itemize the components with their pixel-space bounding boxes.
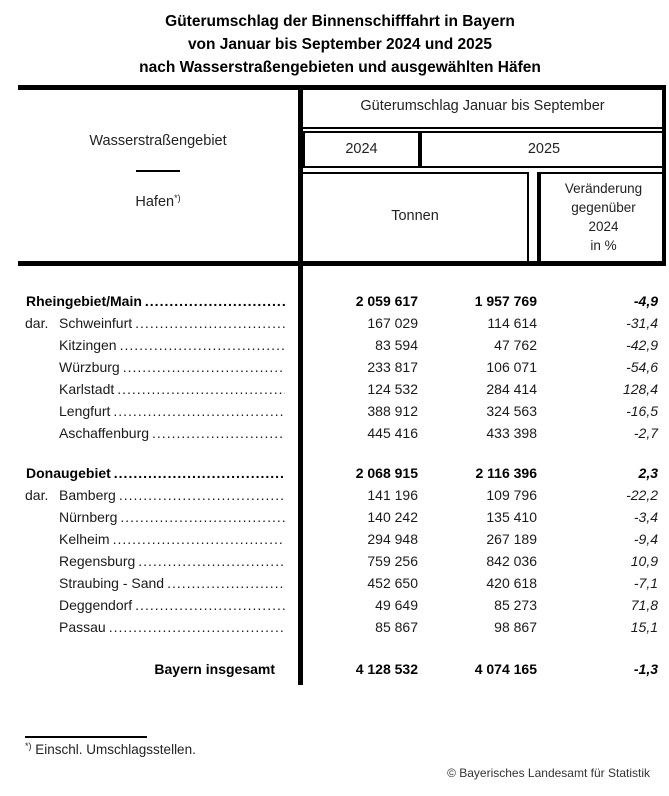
value-2025: 433 398 [486,425,537,441]
header-waterway-area: Wasserstraßengebiet [89,133,227,149]
dot-leader [110,400,285,422]
table-row-total [18,658,666,680]
dot-leader [142,290,285,312]
value-2024: 49 649 [375,597,418,613]
value-2025: 85 273 [494,597,537,613]
header-port-label: Hafen [135,194,175,210]
table-header-bottom-rule [18,261,666,266]
value-2025: 106 071 [486,359,537,375]
row-prefix [18,616,59,638]
table-row-straubing-sand [18,572,666,594]
dot-leader [132,312,285,334]
row-label: Regensburg [59,553,136,569]
row-prefix [18,400,59,422]
value-2025: 4 074 165 [474,661,537,677]
value-2025: 114 614 [487,315,537,331]
value-2024: 85 867 [375,619,418,635]
value-change: -42,9 [626,337,658,353]
value-2024: 2 068 915 [355,465,418,481]
value-2024: 388 912 [367,403,418,419]
value-change: -4,9 [633,293,658,309]
value-change: 10,9 [630,553,658,569]
table-row-aschaffenburg [18,422,666,444]
value-change: 2,3 [638,465,658,481]
value-2025: 135 410 [486,509,537,525]
row-label: Bayern insgesamt [154,661,275,677]
table-row-wuerzburg [18,356,666,378]
row-label: Aschaffenburg [59,425,150,441]
row-label: Würzburg [59,359,120,375]
copyright-notice: © Bayerisches Landesamt für Statistik [447,766,650,780]
row-prefix [18,550,59,572]
table-row-passau [18,616,666,638]
header-span-bottom-rule [303,127,662,129]
value-2025: 47 762 [494,337,537,353]
section-gap [18,638,666,658]
dot-leader [106,616,285,638]
section-gap [18,444,666,462]
row-label: Nürnberg [59,509,118,525]
dot-leader [117,506,285,528]
row-label: Donaugebiet [26,465,111,481]
dot-leader [111,462,285,484]
table-row-bamberg [18,484,666,506]
row-prefix [18,378,59,400]
value-2024: 124 532 [367,381,418,397]
row-label: Kelheim [59,531,110,547]
value-2024: 83 594 [375,337,418,353]
row-prefix [18,356,59,378]
value-2024: 140 242 [367,509,418,525]
dot-leader [116,484,285,506]
change-line-4: in % [590,238,617,253]
value-2024: 452 650 [367,575,418,591]
footnote-marker-ref: *) [174,193,181,203]
value-2025: 842 036 [486,553,537,569]
row-label: Karlstadt [59,381,115,397]
table-row-karlstadt [18,378,666,400]
value-2024: 233 817 [367,359,418,375]
row-label: Bamberg [59,487,116,503]
row-label: Lengfurt [59,403,111,419]
value-2025: 1 957 769 [474,293,537,309]
value-change: -16,5 [626,403,658,419]
row-prefix [18,528,59,550]
change-line-2: gegenüber [571,200,636,215]
row-prefix [18,572,59,594]
table-row-schweinfurt [18,312,666,334]
table-row-deggendorf [18,594,666,616]
value-change: -7,1 [633,575,658,591]
value-2024: 759 256 [367,553,418,569]
table-row-donaugebiet [18,462,666,484]
dot-leader [117,334,285,356]
header-span-title: Güterumschlag Januar bis September [360,98,605,114]
value-2024: 445 416 [367,425,418,441]
change-line-3: 2024 [588,219,619,234]
table-row-lengfurt [18,400,666,422]
table-body [18,290,666,680]
value-2025: 324 563 [486,403,537,419]
value-change: 128,4 [622,381,658,397]
value-2024: 4 128 532 [355,661,418,677]
row-label: Schweinfurt [59,315,133,331]
footnote [25,742,196,757]
value-change: -31,4 [626,315,658,331]
dot-leader [110,528,285,550]
row-label: Kitzingen [59,337,117,353]
value-change: -22,2 [626,487,658,503]
left-header-divider-rule [136,170,180,172]
value-change: -3,4 [633,509,658,525]
dot-leader [149,422,285,444]
change-line-1: Veränderung [564,181,643,196]
value-2025: 267 189 [486,531,537,547]
value-2025: 2 116 396 [475,465,537,481]
footnote-rule [25,736,147,738]
value-2025: 284 414 [486,381,537,397]
value-change: -54,6 [626,359,658,375]
table-top-rule [18,85,666,90]
row-prefix [18,422,59,444]
footnote-marker: *) [25,741,32,751]
row-prefix: dar. [25,315,49,331]
value-2025: 109 796 [486,487,537,503]
table-row-regensburg [18,550,666,572]
header-year-2025: 2025 [420,131,666,168]
value-2024: 2 059 617 [355,293,418,309]
value-change: -2,7 [633,425,658,441]
row-label: Rheingebiet/Main [26,293,142,309]
value-2024: 141 196 [367,487,418,503]
header-change-label [537,172,666,261]
footnote-text: Einschl. Umschlagsstellen. [35,742,196,757]
dot-leader [120,356,285,378]
row-prefix [18,506,59,528]
value-change: 15,1 [630,619,658,635]
value-change: -9,4 [633,531,658,547]
table-row-kelheim [18,528,666,550]
title-line-1: Güterumschlag der Binnenschifffahrt in Bayern [165,13,515,30]
value-change: 71,8 [630,597,658,613]
dot-leader [114,378,285,400]
value-2025: 98 867 [494,619,537,635]
value-2024: 167 029 [367,315,418,331]
row-prefix: dar. [25,487,49,503]
table-row-nuernberg [18,506,666,528]
table-row-kitzingen [18,334,666,356]
value-change: -1,3 [633,661,658,677]
table-row-rheingebiet [18,290,666,312]
row-label: Passau [59,619,106,635]
title-line-3: nach Wasserstraßengebieten und ausgewählten Häfen [139,59,541,76]
dot-leader [135,550,285,572]
row-label: Straubing - Sand [59,575,165,591]
value-2025: 420 618 [486,575,537,591]
row-prefix [18,594,59,616]
row-label: Deggendorf [59,597,133,613]
header-year-2024: 2024 [303,131,420,168]
value-2024: 294 948 [367,531,418,547]
header-unit-tonnen: Tonnen [303,172,529,261]
row-prefix [18,334,59,356]
title-line-2: von Januar bis September 2024 und 2025 [187,36,493,53]
dot-leader [132,594,285,616]
dot-leader [164,572,285,594]
page-title [12,10,668,79]
header-port [18,194,298,210]
